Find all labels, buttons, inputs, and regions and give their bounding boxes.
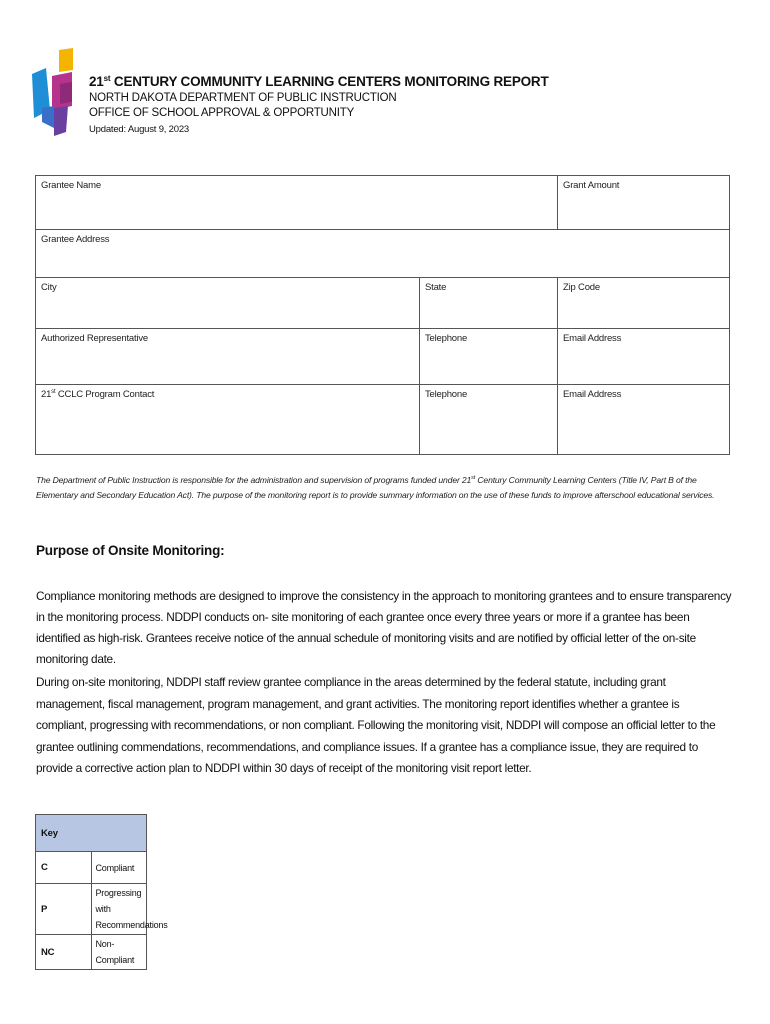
grant-amount-field[interactable]: Grant Amount — [558, 176, 730, 230]
office-name: OFFICE OF SCHOOL APPROVAL & OPPORTUNITY — [89, 107, 355, 119]
purpose-paragraph-1: Compliance monitoring methods are designed to improve the consistency in the approach to monitoring grantees and to ensure transparency in the monitoring process. NDDPI conducts on- site monitoring of each grantee once every three years or more if a grantee has been identified as high-risk. Grantees receive notice of the annual schedule of monitoring visits and are notified by official letter of the on-site monitoring date. — [36, 589, 732, 666]
key-row — [36, 884, 147, 935]
key-row — [36, 852, 147, 884]
intro-statement: The Department of Public Instruction is responsible for the administration and supervision of programs funded under 21st Century Community Learning Centers (Title IV, Part B of the Elementary and Secondary Education Act). The purpose of the monitoring report is to provide summary information on the use of these funds to improve afterschool educational services. — [36, 474, 715, 500]
updated-date: Updated: August 9, 2023 — [89, 124, 189, 135]
contact-telephone-field[interactable]: Telephone — [420, 385, 558, 455]
grantee-address-field[interactable]: Grantee Address — [36, 230, 730, 278]
key-heading: Key — [36, 815, 147, 852]
key-label: Non-Compliant — [91, 935, 147, 970]
department-name: NORTH DAKOTA DEPARTMENT OF PUBLIC INSTRUCTION — [89, 92, 397, 104]
ndpi-logo-icon — [32, 48, 76, 136]
key-code: NC — [36, 935, 92, 970]
program-contact-field[interactable]: 21st CCLC Program Contact — [36, 385, 420, 455]
key-row — [36, 935, 147, 970]
grantee-name-field[interactable]: Grantee Name — [36, 176, 558, 230]
rep-telephone-field[interactable]: Telephone — [420, 329, 558, 385]
purpose-heading: Purpose of Onsite Monitoring: — [36, 543, 225, 558]
key-code: C — [36, 852, 92, 884]
purpose-paragraph-2: During on-site monitoring, NDDPI staff review grantee compliance in the areas determined by the federal statute, including grant management, fiscal management, program management, and grant activities. The monitoring report identifies whether a grantee is compliant, progressing with recommendations, or non compliant. Following the monitoring visit, NDDPI will compose an official letter to the grantee outlining commendations, recommendations, and compliance issues. If a grantee has a compliance issue, they are required to provide a corrective action plan to NDDPI within 30 days of receipt of the monitoring visit report letter. — [36, 675, 716, 775]
state-field[interactable]: State — [420, 278, 558, 329]
city-field[interactable]: City — [36, 278, 420, 329]
report-header — [89, 70, 729, 135]
zip-code-field[interactable]: Zip Code — [558, 278, 730, 329]
grantee-info-table — [35, 175, 730, 455]
key-label: Progressing with Recommendations — [91, 884, 147, 935]
key-label: Compliant — [91, 852, 147, 884]
contact-email-field[interactable]: Email Address — [558, 385, 730, 455]
authorized-rep-field[interactable]: Authorized Representative — [36, 329, 420, 385]
report-title: 21st CENTURY COMMUNITY LEARNING CENTERS MONITORING REPORT — [89, 74, 549, 89]
key-code: P — [36, 884, 92, 935]
rep-email-field[interactable]: Email Address — [558, 329, 730, 385]
key-table — [35, 814, 168, 970]
